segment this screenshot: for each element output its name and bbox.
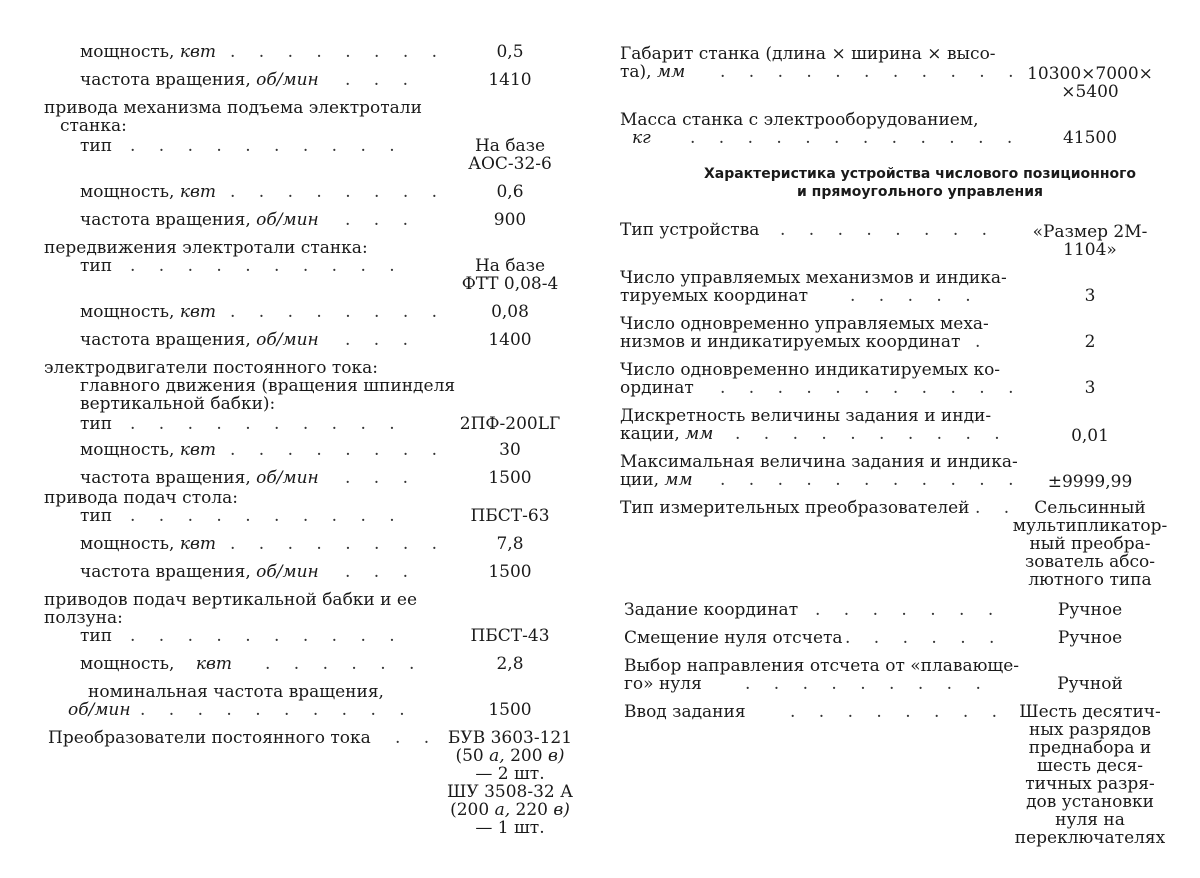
row-label: тип [80,414,113,434]
row-value: 900 [493,210,527,230]
row-value: ПБСТ-43 [470,626,550,646]
row-label: Тип устройства [620,220,760,240]
row-value: ШУ 3508-32 А [446,782,573,802]
row-label: Выбор направления отсчета от «плавающе- [624,656,1020,676]
row-label: ординат [620,378,694,398]
leader-dots: . . . . . . . . . . . [720,470,1023,490]
row-value: 30 [499,440,521,460]
section-heading: электродвигатели постоянного тока: [44,358,378,378]
row-label: мощность, квт [80,42,216,62]
row-value: ×5400 [1061,82,1119,102]
row-label: тип [80,626,113,646]
row-value: зователь абсо- [1024,552,1155,572]
leader-dots: . . . . . . [845,628,1004,648]
section-title: и прямоугольного управления [796,184,1044,200]
row-label: номинальная частота вращения, [88,682,384,702]
row-value: Шесть десятич- [1019,702,1161,722]
row-value: 0,01 [1071,426,1109,446]
row-label: кации, мм [620,424,714,444]
section-heading: привода механизма подъема электротали [44,98,422,118]
row-label: тируемых координат [620,286,809,306]
section-heading: приводов подач вертикальной бабки и ее [44,590,418,610]
leader-dots: . . . . . . . . [780,220,997,240]
leader-dots: . . . . . . . . . . [130,506,404,526]
row-label: Масса станка с электрооборудованием, [620,110,979,130]
row-label: мощность, квт [80,534,216,554]
leader-dots: . . . . . . . . . . [130,256,404,276]
leader-dots: . . [975,498,1019,518]
leader-dots: . . . . . . . . . . [735,424,1009,444]
leader-dots: . . . . . . . . [230,182,447,202]
row-label: Дискретность величины задания и инди- [620,406,992,426]
leader-dots: . . . . . . . . [790,702,1007,722]
row-value: 0,5 [496,42,524,62]
row-value: ПБСТ-63 [470,506,550,526]
row-value: Ручное [1057,628,1123,648]
row-value: (50 а, 200 в) [455,746,565,766]
leader-dots: . . . . . . . . . . . [720,62,1023,82]
leader-dots: . . . . . . . . [230,302,447,322]
leader-dots: . . . . . . . . [230,440,447,460]
row-value: 2 [1084,332,1096,352]
row-label: мощность, квт [80,182,216,202]
row-label: мощность, квт [80,302,216,322]
row-value: шесть деся- [1037,756,1143,776]
row-unit: об/мин [68,700,131,720]
leader-dots: . . [395,728,439,748]
row-label: тип [80,136,113,156]
row-label: та), мм [620,62,686,82]
row-value: На базе [474,256,546,276]
leader-dots: . . . [345,562,418,582]
row-value: ный преобра- [1029,534,1151,554]
row-value: — 1 шт. [475,818,545,838]
row-value: ных разрядов [1028,720,1152,740]
leader-dots: . . . . . . . . . . [140,700,414,720]
row-label: тип [80,256,113,276]
row-value: «Размер 2М- [1032,222,1148,242]
row-label: Задание координат [624,600,799,620]
row-value: 3 [1084,286,1096,306]
row-value: тичных разря- [1025,774,1155,794]
row-value: Ручное [1057,600,1123,620]
section-heading: ползуна: [44,608,123,628]
row-label: Габарит станка (длина × ширина × высо- [620,44,996,64]
leader-dots: . . . . . . . . . . . . [690,128,1022,148]
row-value: АОС-32-6 [468,154,552,174]
row-unit: кг [632,128,651,148]
row-value: Сельсинный [1034,498,1146,518]
row-value: ±9999,99 [1047,472,1133,492]
row-label: частота вращения, об/мин [80,70,319,90]
leader-dots: . . . [345,210,418,230]
leader-dots: . . . . . . . . . . [130,626,404,646]
section-heading: станка: [60,116,127,136]
leader-dots: . . . . . . . [815,600,1003,620]
row-label: Число одновременно управляемых меха- [620,314,989,334]
section-heading: вертикальной бабки): [80,394,276,414]
section-heading: главного движения (вращения шпинделя [80,376,456,396]
section-heading: передвижения электротали станка: [44,238,368,258]
row-label: Тип измерительных преобразователей [620,498,970,518]
leader-dots: . . . . . . . . . . . [720,378,1023,398]
row-value: — 2 шт. [475,764,545,784]
row-value: 2ПФ-200LГ [459,414,561,434]
row-value: 1104» [1063,240,1117,260]
row-value: дов установки [1026,792,1154,812]
row-value: лютного типа [1028,570,1152,590]
row-value: 10300×7000× [1027,64,1153,84]
row-value: Ручной [1057,674,1123,694]
leader-dots: . . . . . . . . . [745,674,990,694]
row-label: Ввод задания [624,702,746,722]
leader-dots: . . . . . . [265,654,424,674]
row-label: частота вращения, об/мин [80,468,319,488]
row-value: 7,8 [496,534,524,554]
row-value: 1410 [488,70,532,90]
leader-dots: . . . . . . . . [230,534,447,554]
row-value: переключателях [1014,828,1166,848]
row-label: Число одновременно индикатируемых ко- [620,360,1001,380]
leader-dots: . . . [345,468,418,488]
row-value: 0,6 [496,182,524,202]
row-value: 41500 [1062,128,1118,148]
row-value: 2,8 [496,654,524,674]
row-value: 1500 [488,562,532,582]
row-label: го» нуля [624,674,702,694]
row-label: частота вращения, об/мин [80,210,319,230]
row-value: ФТТ 0,08-4 [461,274,559,294]
leader-dots: . . . . . . . . . . [130,136,404,156]
row-label: частота вращения, об/мин [80,330,319,350]
row-value: мультипликатор- [1012,516,1168,536]
row-label: низмов и индикатируемых координат [620,332,961,352]
row-label: мощность, квт [80,654,232,674]
row-value: 1500 [488,468,532,488]
row-value: БУВ 3603-121 [447,728,573,748]
leader-dots: . [975,332,990,352]
row-label: Преобразователи постоянного тока [48,728,371,748]
row-label: Смещение нуля отсчета [624,628,843,648]
row-value: 3 [1084,378,1096,398]
leader-dots: . . . . . . . . [230,42,447,62]
leader-dots: . . . . . [850,286,980,306]
row-label: мощность, квт [80,440,216,460]
row-label: ции, мм [620,470,693,490]
row-value: нуля на [1055,810,1125,830]
leader-dots: . . . [345,70,418,90]
row-label: Максимальная величина задания и индика- [620,452,1018,472]
row-value: преднабора и [1028,738,1152,758]
row-value: 1500 [488,700,532,720]
row-label: частота вращения, об/мин [80,562,319,582]
row-value: (200 а, 220 в) [450,800,570,820]
row-value: На базе [474,136,546,156]
leader-dots: . . . . . . . . . . [130,414,404,434]
section-title: Характеристика устройства числового позиционного [703,166,1137,182]
row-label: Число управляемых механизмов и индика- [620,268,1007,288]
section-heading: привода подач стола: [44,488,238,508]
row-value: 1400 [488,330,532,350]
leader-dots: . . . [345,330,418,350]
row-value: 0,08 [491,302,529,322]
row-label: тип [80,506,113,526]
